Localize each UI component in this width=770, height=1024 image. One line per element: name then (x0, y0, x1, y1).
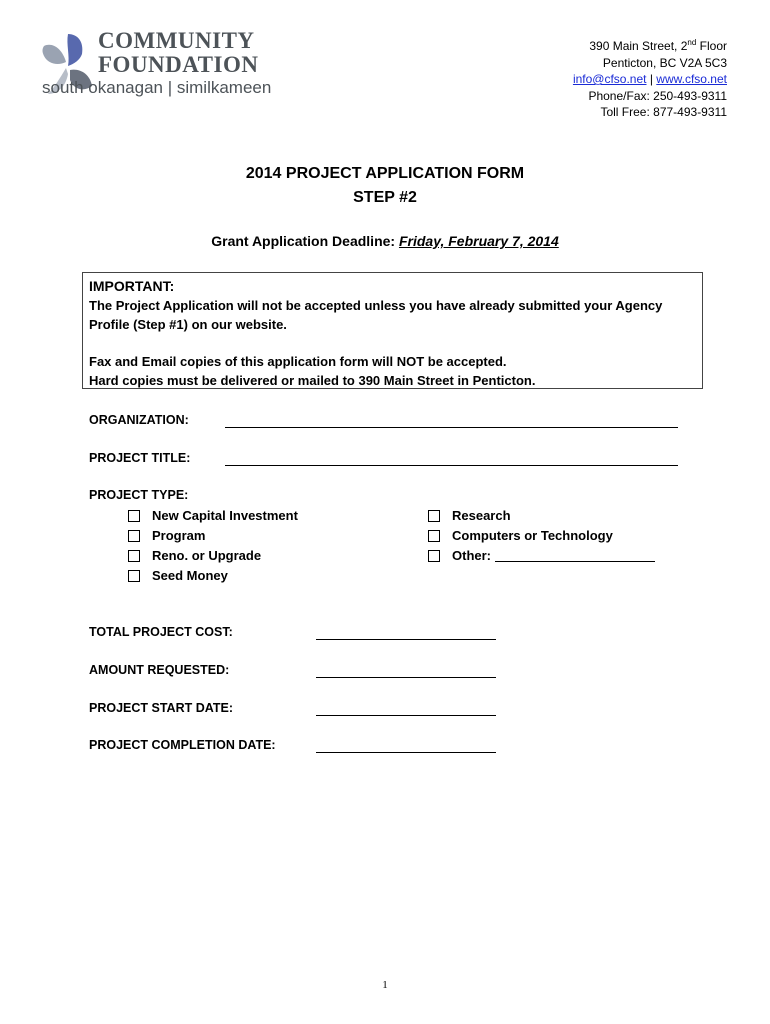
important-notice (82, 272, 703, 389)
checkbox-icon[interactable] (128, 570, 140, 582)
project-type-left-options (128, 506, 298, 586)
address-city: Penticton, BC V2A 5C3 (602, 55, 727, 70)
option-other[interactable]: Other: (428, 546, 655, 566)
organization-line[interactable] (225, 427, 678, 428)
logo-line-foundation: FOUNDATION (98, 52, 259, 77)
project-title-label: PROJECT TITLE: (89, 451, 191, 465)
checkbox-icon[interactable] (428, 530, 440, 542)
start-date-label: PROJECT START DATE: (89, 701, 233, 715)
checkbox-icon[interactable] (128, 530, 140, 542)
address-phone: Phone/Fax: 250-493-9311 (588, 88, 727, 103)
logo (40, 28, 280, 100)
page-number: 1 (382, 979, 388, 991)
project-type-label: PROJECT TYPE: (89, 488, 189, 502)
address-street: 390 Main Street, 2nd Floor (589, 38, 727, 53)
option-reno-upgrade[interactable]: Reno. or Upgrade (128, 546, 298, 566)
completion-date-line[interactable] (316, 752, 496, 753)
notice-heading: IMPORTANT: (89, 278, 175, 294)
amount-requested-line[interactable] (316, 677, 496, 678)
total-cost-line[interactable] (316, 639, 496, 640)
option-program[interactable]: Program (128, 526, 298, 546)
logo-line-community: COMMUNITY (98, 28, 255, 53)
notice-paragraph-2b: Hard copies must be delivered or mailed to 390 Main Street in Penticton. (89, 373, 536, 388)
project-title-line[interactable] (225, 465, 678, 466)
total-cost-label: TOTAL PROJECT COST: (89, 625, 233, 639)
option-computers[interactable]: Computers or Technology (428, 526, 655, 546)
amount-requested-label: AMOUNT REQUESTED: (89, 663, 230, 677)
project-type-right-options (428, 506, 655, 566)
deadline (0, 233, 770, 249)
address-tollfree: Toll Free: 877-493-9311 (600, 105, 727, 119)
deadline-date: Friday, February 7, 2014 (398, 233, 559, 249)
form-title: 2014 PROJECT APPLICATION FORM (245, 165, 525, 182)
address-block (467, 35, 727, 121)
option-new-capital[interactable]: New Capital Investment (128, 506, 298, 526)
other-line[interactable] (495, 561, 655, 562)
checkbox-icon[interactable] (428, 510, 440, 522)
checkbox-icon[interactable] (428, 550, 440, 562)
deadline-label: Grant Application Deadline: (211, 233, 399, 249)
email-link[interactable]: info@cfso.net (572, 72, 647, 86)
address-links: info@cfso.net | www.cfso.net (572, 72, 727, 86)
option-seed-money[interactable]: Seed Money (128, 566, 298, 586)
completion-date-label: PROJECT COMPLETION DATE: (89, 738, 276, 752)
start-date-line[interactable] (316, 715, 496, 716)
logo-line-region: south okanagan | similkameen (42, 78, 272, 97)
notice-paragraph-2a: Fax and Email copies of this application form will NOT be accepted. (89, 354, 507, 369)
notice-paragraph-1: The Project Application will not be accepted unless you have already submitted your Agency Profile (Step #1) on our website. (89, 298, 663, 332)
website-link[interactable]: www.cfso.net (656, 72, 727, 86)
organization-label: ORGANIZATION: (89, 413, 189, 427)
form-step: STEP #2 (353, 189, 417, 206)
option-research[interactable]: Research (428, 506, 655, 526)
checkbox-icon[interactable] (128, 550, 140, 562)
checkbox-icon[interactable] (128, 510, 140, 522)
